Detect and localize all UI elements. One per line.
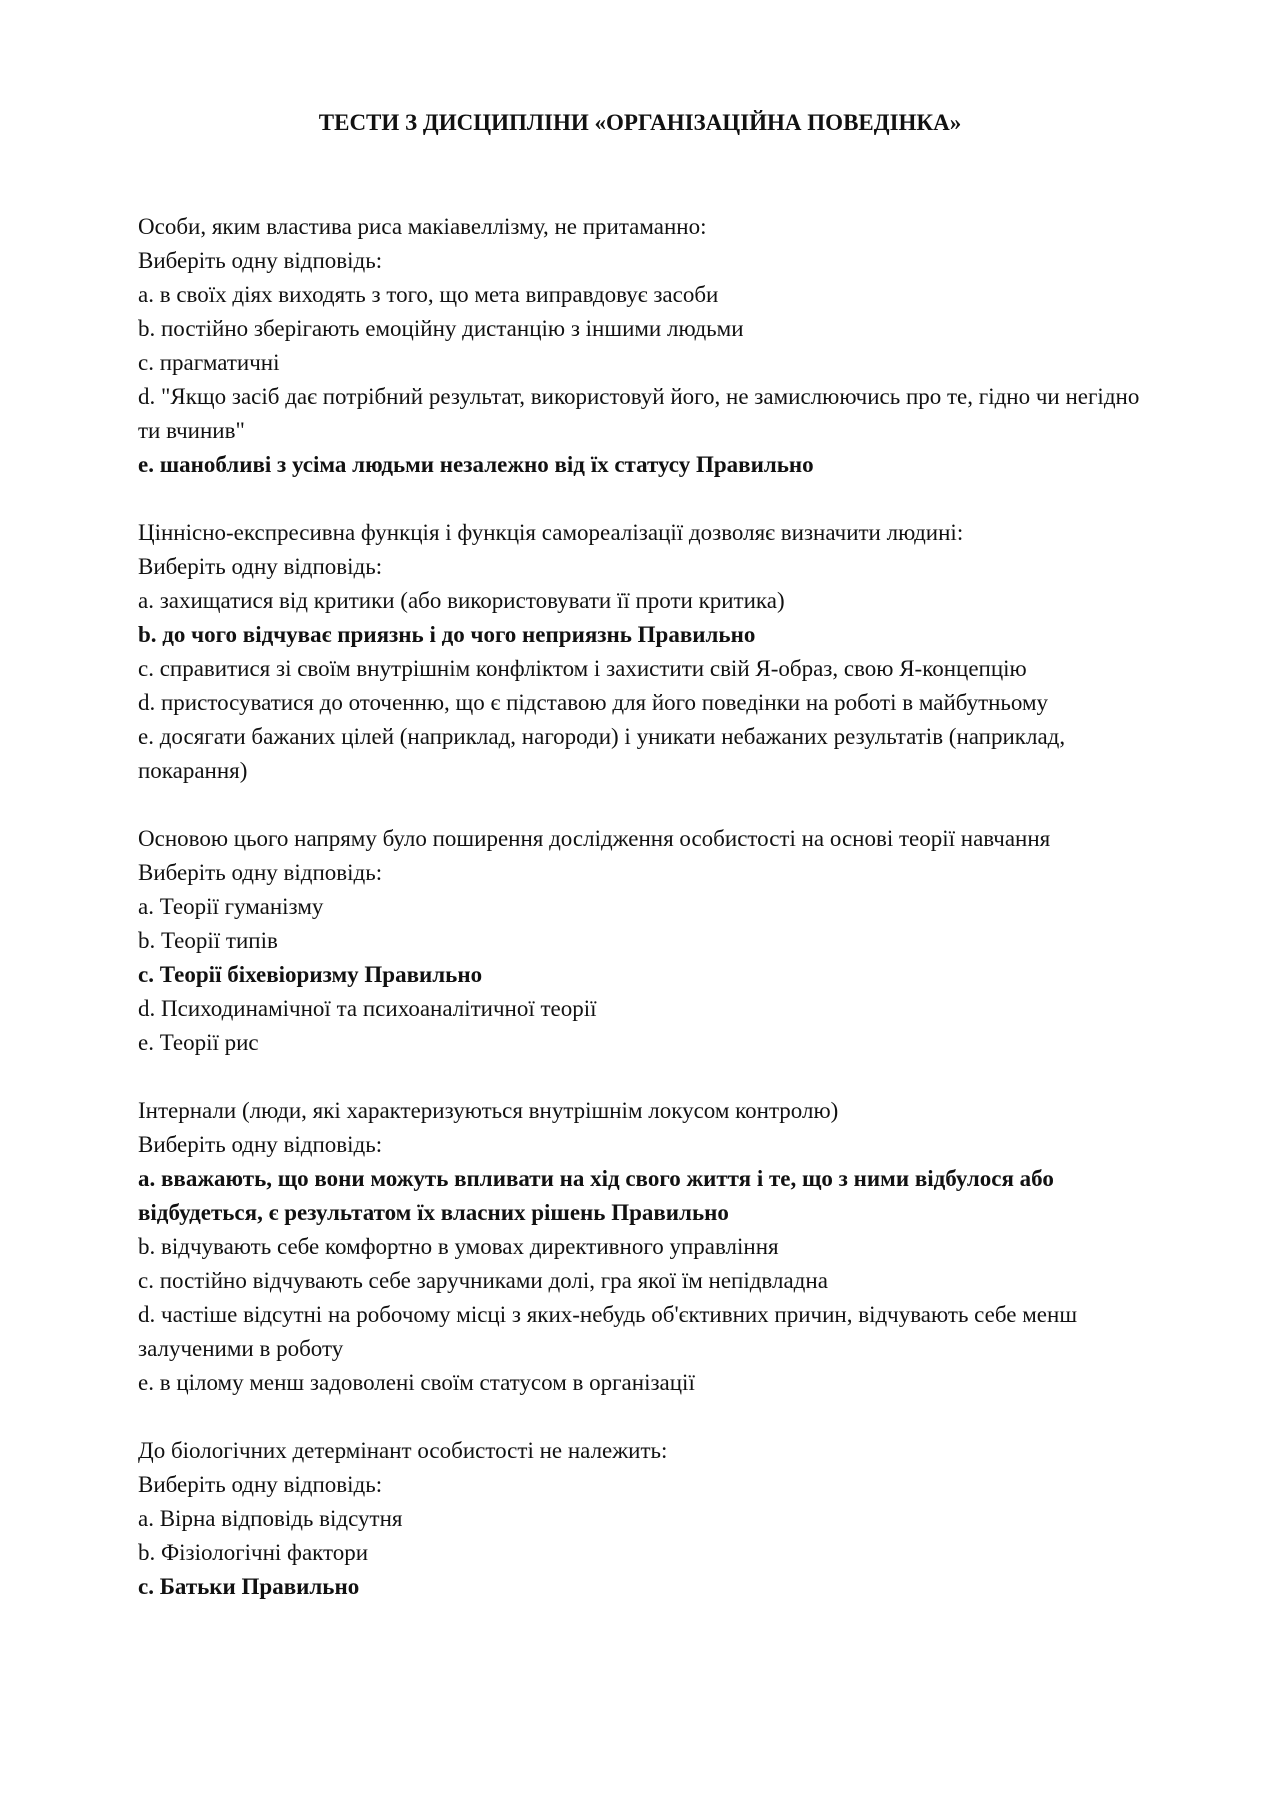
question-text: Особи, яким властива риса макіавеллізму, не притаманно: (138, 214, 707, 239)
answer-option: b. Фізіологічні фактори (138, 1540, 369, 1565)
question-block (138, 516, 1158, 788)
answer-option: d. частіше відсутні на робочому місці з яких-небудь об'єктивних причин, відчувають себе менш залученими в роботу (138, 1302, 1078, 1361)
answer-option: c. справитися зі своїм внутрішнім конфліктом і захистити свій Я-образ, свою Я-концепцію (138, 656, 1027, 681)
question-text: Ціннісно-експресивна функція і функція самореалізації дозволяє визначити людині: (138, 520, 964, 545)
question-text: Основою цього напряму було поширення дослідження особистості на основі теорії навчання (138, 826, 1051, 851)
answer-option: c. прагматичні (138, 350, 280, 375)
answer-option-correct: b. до чого відчуває приязнь і до чого неприязнь Правильно (138, 622, 756, 647)
answer-option: e. в цілому менш задоволені своїм статусом в організації (138, 1370, 695, 1395)
answer-option: a. захищатися від критики (або використовувати її проти критика) (138, 588, 785, 613)
question-block (138, 822, 1158, 1060)
question-text: До біологічних детермінант особистості не належить: (138, 1438, 668, 1463)
question-instruction: Виберіть одну відповідь: (138, 248, 383, 273)
answer-option: d. Психодинамічної та психоаналітичної теорії (138, 996, 597, 1021)
question-instruction: Виберіть одну відповідь: (138, 1472, 383, 1497)
answer-option: e. Теорії рис (138, 1030, 259, 1055)
answer-option: a. в своїх діях виходять з того, що мета виправдовує засоби (138, 282, 719, 307)
question-block (138, 1094, 1158, 1400)
answer-option: b. відчувають себе комфортно в умовах директивного управління (138, 1234, 779, 1259)
answer-option: d. "Якщо засіб дає потрібний результат, використовуй його, не замислюючись про те, гідно чи негідно ти вчинив" (138, 384, 1140, 443)
answer-option: a. Вірна відповідь відсутня (138, 1506, 403, 1531)
question-instruction: Виберіть одну відповідь: (138, 860, 383, 885)
question-block (138, 1434, 1158, 1604)
answer-option-correct: a. вважають, що вони можуть впливати на хід свого життя і те, що з ними відбулося або відбудеться, є результатом їх власних рішень Правильно (138, 1166, 1054, 1225)
answer-option: e. досягати бажаних цілей (наприклад, нагороди) і уникати небажаних результатів (наприклад, покарання) (138, 724, 1066, 783)
answer-option: d. пристосуватися до оточенню, що є підставою для його поведінки на роботі в майбутньому (138, 690, 1049, 715)
question-instruction: Виберіть одну відповідь: (138, 554, 383, 579)
answer-option: b. постійно зберігають емоційну дистанцію з іншими людьми (138, 316, 744, 341)
answer-option-correct: c. Батьки Правильно (138, 1574, 360, 1599)
document-body (138, 210, 1158, 1638)
document-title: ТЕСТИ З ДИСЦИПЛІНИ «ОРГАНІЗАЦІЙНА ПОВЕДІНКА» (318, 110, 962, 135)
answer-option: c. постійно відчувають себе заручниками долі, гра якої їм непідвладна (138, 1268, 828, 1293)
answer-option-correct: c. Теорії біхевіоризму Правильно (138, 962, 483, 987)
answer-option-correct: e. шанобливі з усіма людьми незалежно від їх статусу Правильно (138, 452, 814, 477)
question-block (138, 210, 1158, 482)
question-text: Інтернали (люди, які характеризуються внутрішнім локусом контролю) (138, 1098, 839, 1123)
answer-option: a. Теорії гуманізму (138, 894, 324, 919)
question-instruction: Виберіть одну відповідь: (138, 1132, 383, 1157)
answer-option: b. Теорії типів (138, 928, 278, 953)
